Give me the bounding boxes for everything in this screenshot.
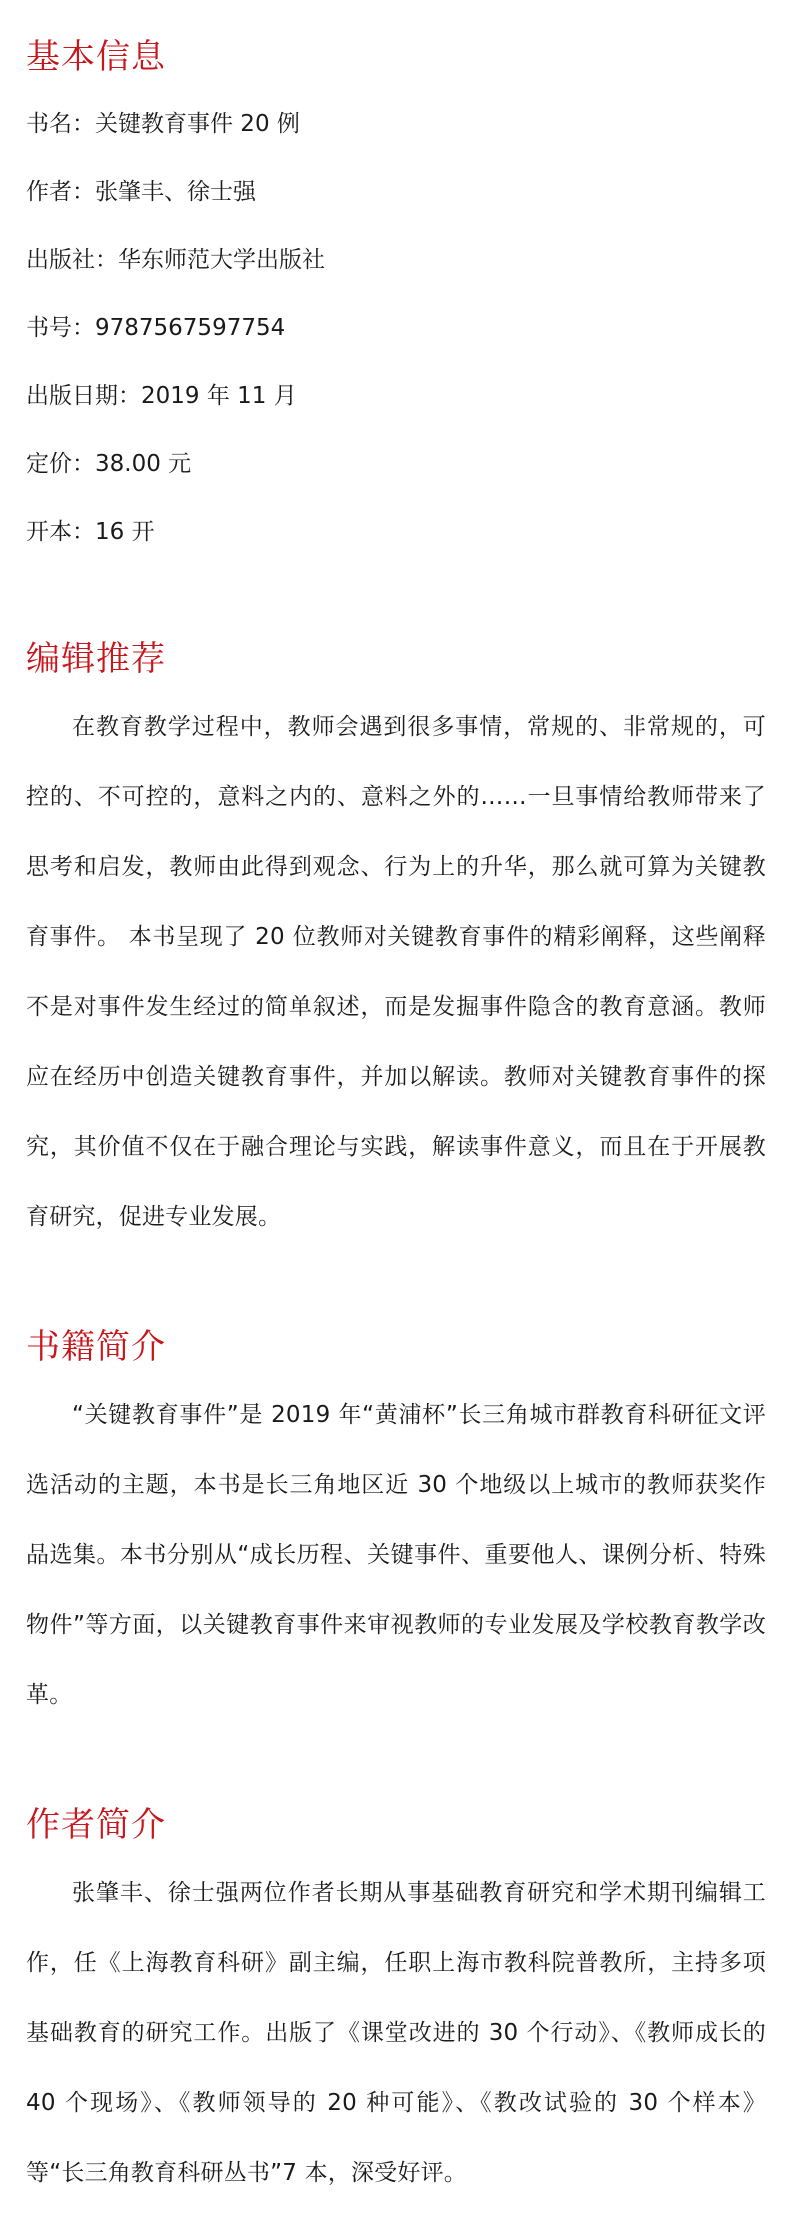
format-row: 开本：16 开 [26, 519, 155, 545]
editor-recommendation-text: 在教育教学过程中，教师会遇到很多事情，常规的、非常规的，可控的、不可控的，意料之内的、意料之外的……一旦事情给教师带来了思考和启发，教师由此得到观念、行为上的升华，那么就可算为关键教育事件。 本书呈现了 20 位教师对关键教育事件的精彩阐释，这些阐释不是对事件发生经过的简单叙述，而是发掘事件隐含的教育意涵。教师应在经历中创造关键教育事件，并加以解读。教师对关键教育事件的探究，其价值不仅在于融合理论与实践，解读事件意义，而且在于开展教育研究，促进专业发展。 [26, 714, 766, 1230]
editor-recommendation-section [26, 636, 766, 1252]
author-row: 作者：张肇丰、徐士强 [26, 179, 256, 205]
editor-recommendation-heading: 编辑推荐 [26, 639, 166, 679]
author-intro-text: 张肇丰、徐士强两位作者长期从事基础教育研究和学术期刊编辑工作，任《上海教育科研》副主编，任职上海市教科院普教所，主持多项基础教育的研究工作。出版了《课堂改进的 30 个行动》、《教师成长的 40 个现场》、《教师领导的 20 种可能》、《教改试验的 30 个样本》等“长三角教育科研丛书”7 本，深受好评。 [26, 1880, 766, 2186]
basic-info-section [26, 34, 766, 566]
isbn-row: 书号：9787567597754 [26, 315, 286, 341]
price-row: 定价：38.00 元 [26, 451, 192, 477]
book-title-row: 书名：关键教育事件 20 例 [26, 111, 300, 137]
author-intro-section [26, 1802, 766, 2208]
book-intro-heading: 书籍简介 [26, 1327, 166, 1367]
book-intro-section [26, 1324, 766, 1730]
basic-info-list [26, 90, 766, 566]
publisher-row: 出版社：华东师范大学出版社 [26, 247, 325, 273]
book-intro-text: “关键教育事件”是 2019 年“黄浦杯”长三角城市群教育科研征文评选活动的主题，本书是长三角地区近 30 个地级以上城市的教师获奖作品选集。本书分别从“成长历程、关键事件、重要他人、课例分析、特殊物件”等方面，以关键教育事件来审视教师的专业发展及学校教育教学改革。 [26, 1402, 766, 1708]
basic-info-heading: 基本信息 [26, 37, 166, 77]
author-intro-heading: 作者简介 [26, 1805, 166, 1845]
publish-date-row: 出版日期：2019 年 11 月 [26, 383, 297, 409]
